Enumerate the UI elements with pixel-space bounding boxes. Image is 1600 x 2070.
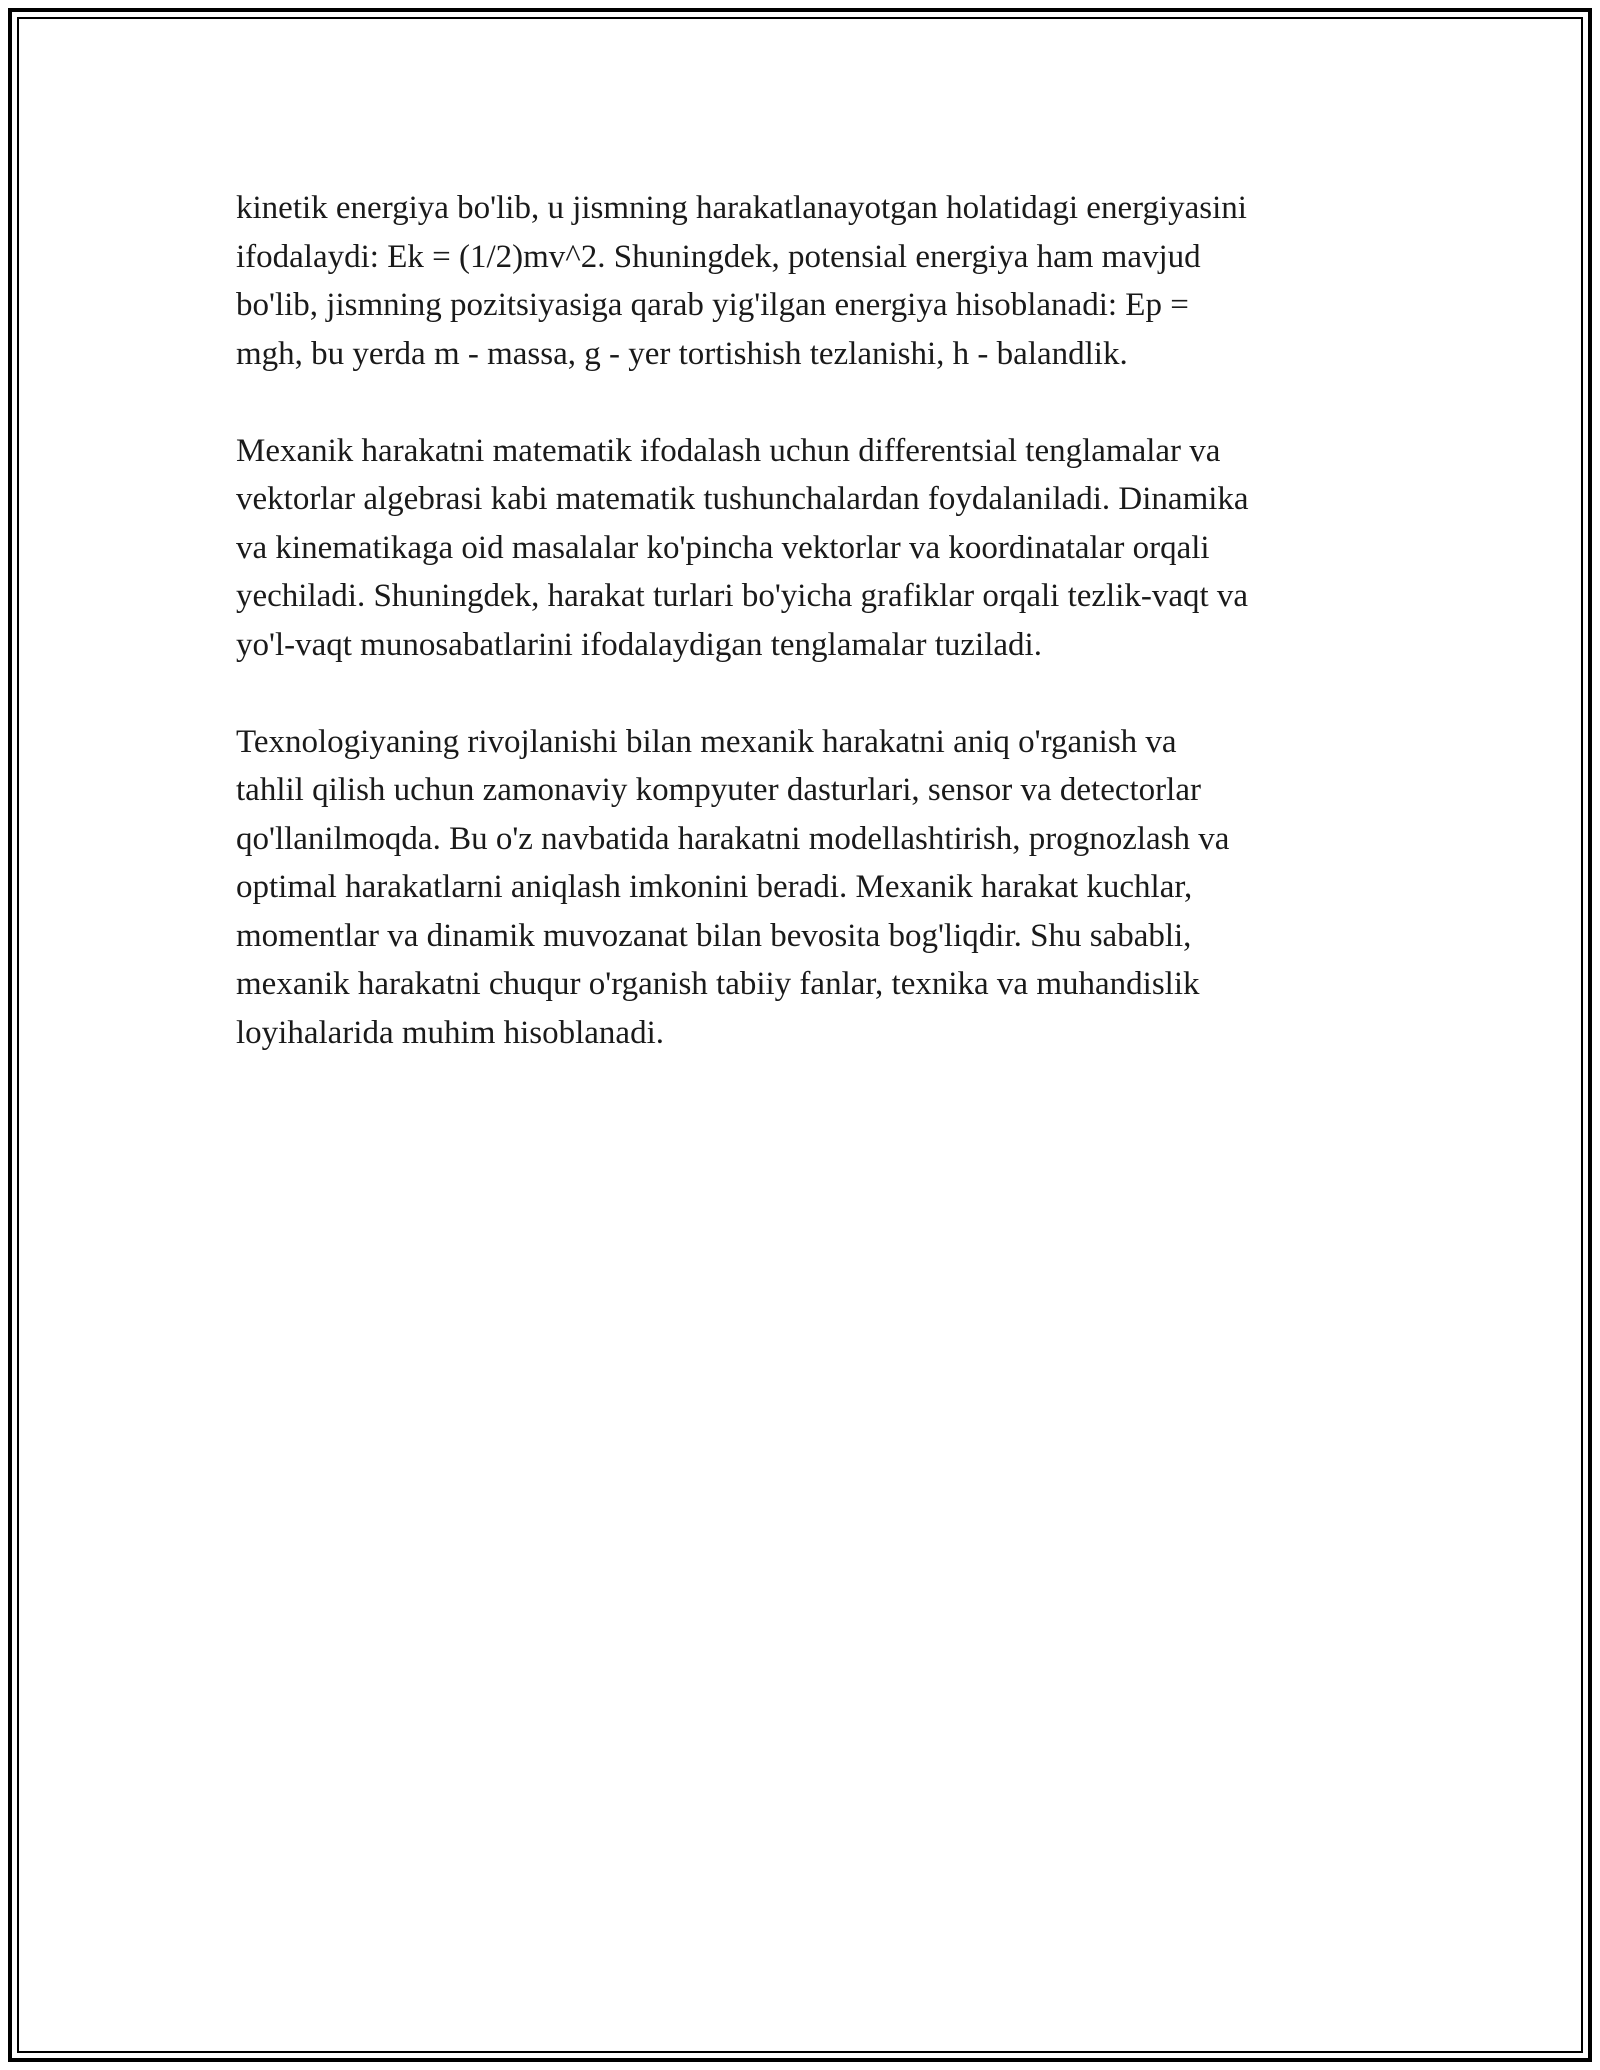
- text-line: va kinematikaga oid masalalar ko'pincha vektorlar va koordinatalar orqali: [236, 529, 1210, 566]
- text-line: kinetik energiya bo'lib, u jismning harakatlanayotgan holatidagi energiyasini: [236, 190, 1247, 226]
- text-line: mexanik harakatni chuqur o'rganish tabiiy fanlar, texnika va muhandislik: [236, 966, 1200, 1002]
- text-line: yo'l-vaqt munosabatlarini ifodalaydigan tenglamalar tuziladi.: [236, 626, 1042, 663]
- text-line: tahlil qilish uchun zamonaviy kompyuter dasturlari, sensor va detectorlar: [236, 772, 1201, 808]
- text-line: Mexanik harakatni matematik ifodalash uchun differentsial tenglamalar va: [236, 432, 1221, 469]
- text-line: yechiladi. Shuningdek, harakat turlari bo'yicha grafiklar orqali tezlik-vaqt va: [236, 578, 1249, 614]
- text-line: mgh, bu yerda m - massa, g - yer tortishish tezlanishi, h - balandlik.: [236, 335, 1128, 372]
- paragraph-kinetic-energy: [236, 184, 1366, 378]
- text-line: momentlar va dinamik muvozanat bilan bevosita bog'liqdir. Shu sababli,: [236, 917, 1192, 954]
- text-line: loyihalarida muhim hisoblanadi.: [236, 1014, 665, 1051]
- paragraph-math-description: [236, 427, 1366, 670]
- text-line: bo'lib, jismning pozitsiyasiga qarab yig'ilgan energiya hisoblanadi: Ep =: [236, 287, 1189, 323]
- document-body: [236, 184, 1366, 1106]
- text-line: qo'llanilmoqda. Bu o'z navbatida harakatni modellashtirish, prognozlash va: [236, 820, 1230, 857]
- text-line: ifodalaydi: Ek = (1/2)mv^2. Shuningdek, potensial energiya ham mavjud: [236, 238, 1201, 275]
- text-line: Texnologiyaning rivojlanishi bilan mexanik harakatni aniq o'rganish va: [236, 723, 1177, 760]
- text-line: vektorlar algebrasi kabi matematik tushunchalardan foydalaniladi. Dinamika: [236, 481, 1249, 517]
- text-line: optimal harakatlarni aniqlash imkonini beradi. Mexanik harakat kuchlar,: [236, 869, 1193, 905]
- paragraph-technology: [236, 718, 1366, 1058]
